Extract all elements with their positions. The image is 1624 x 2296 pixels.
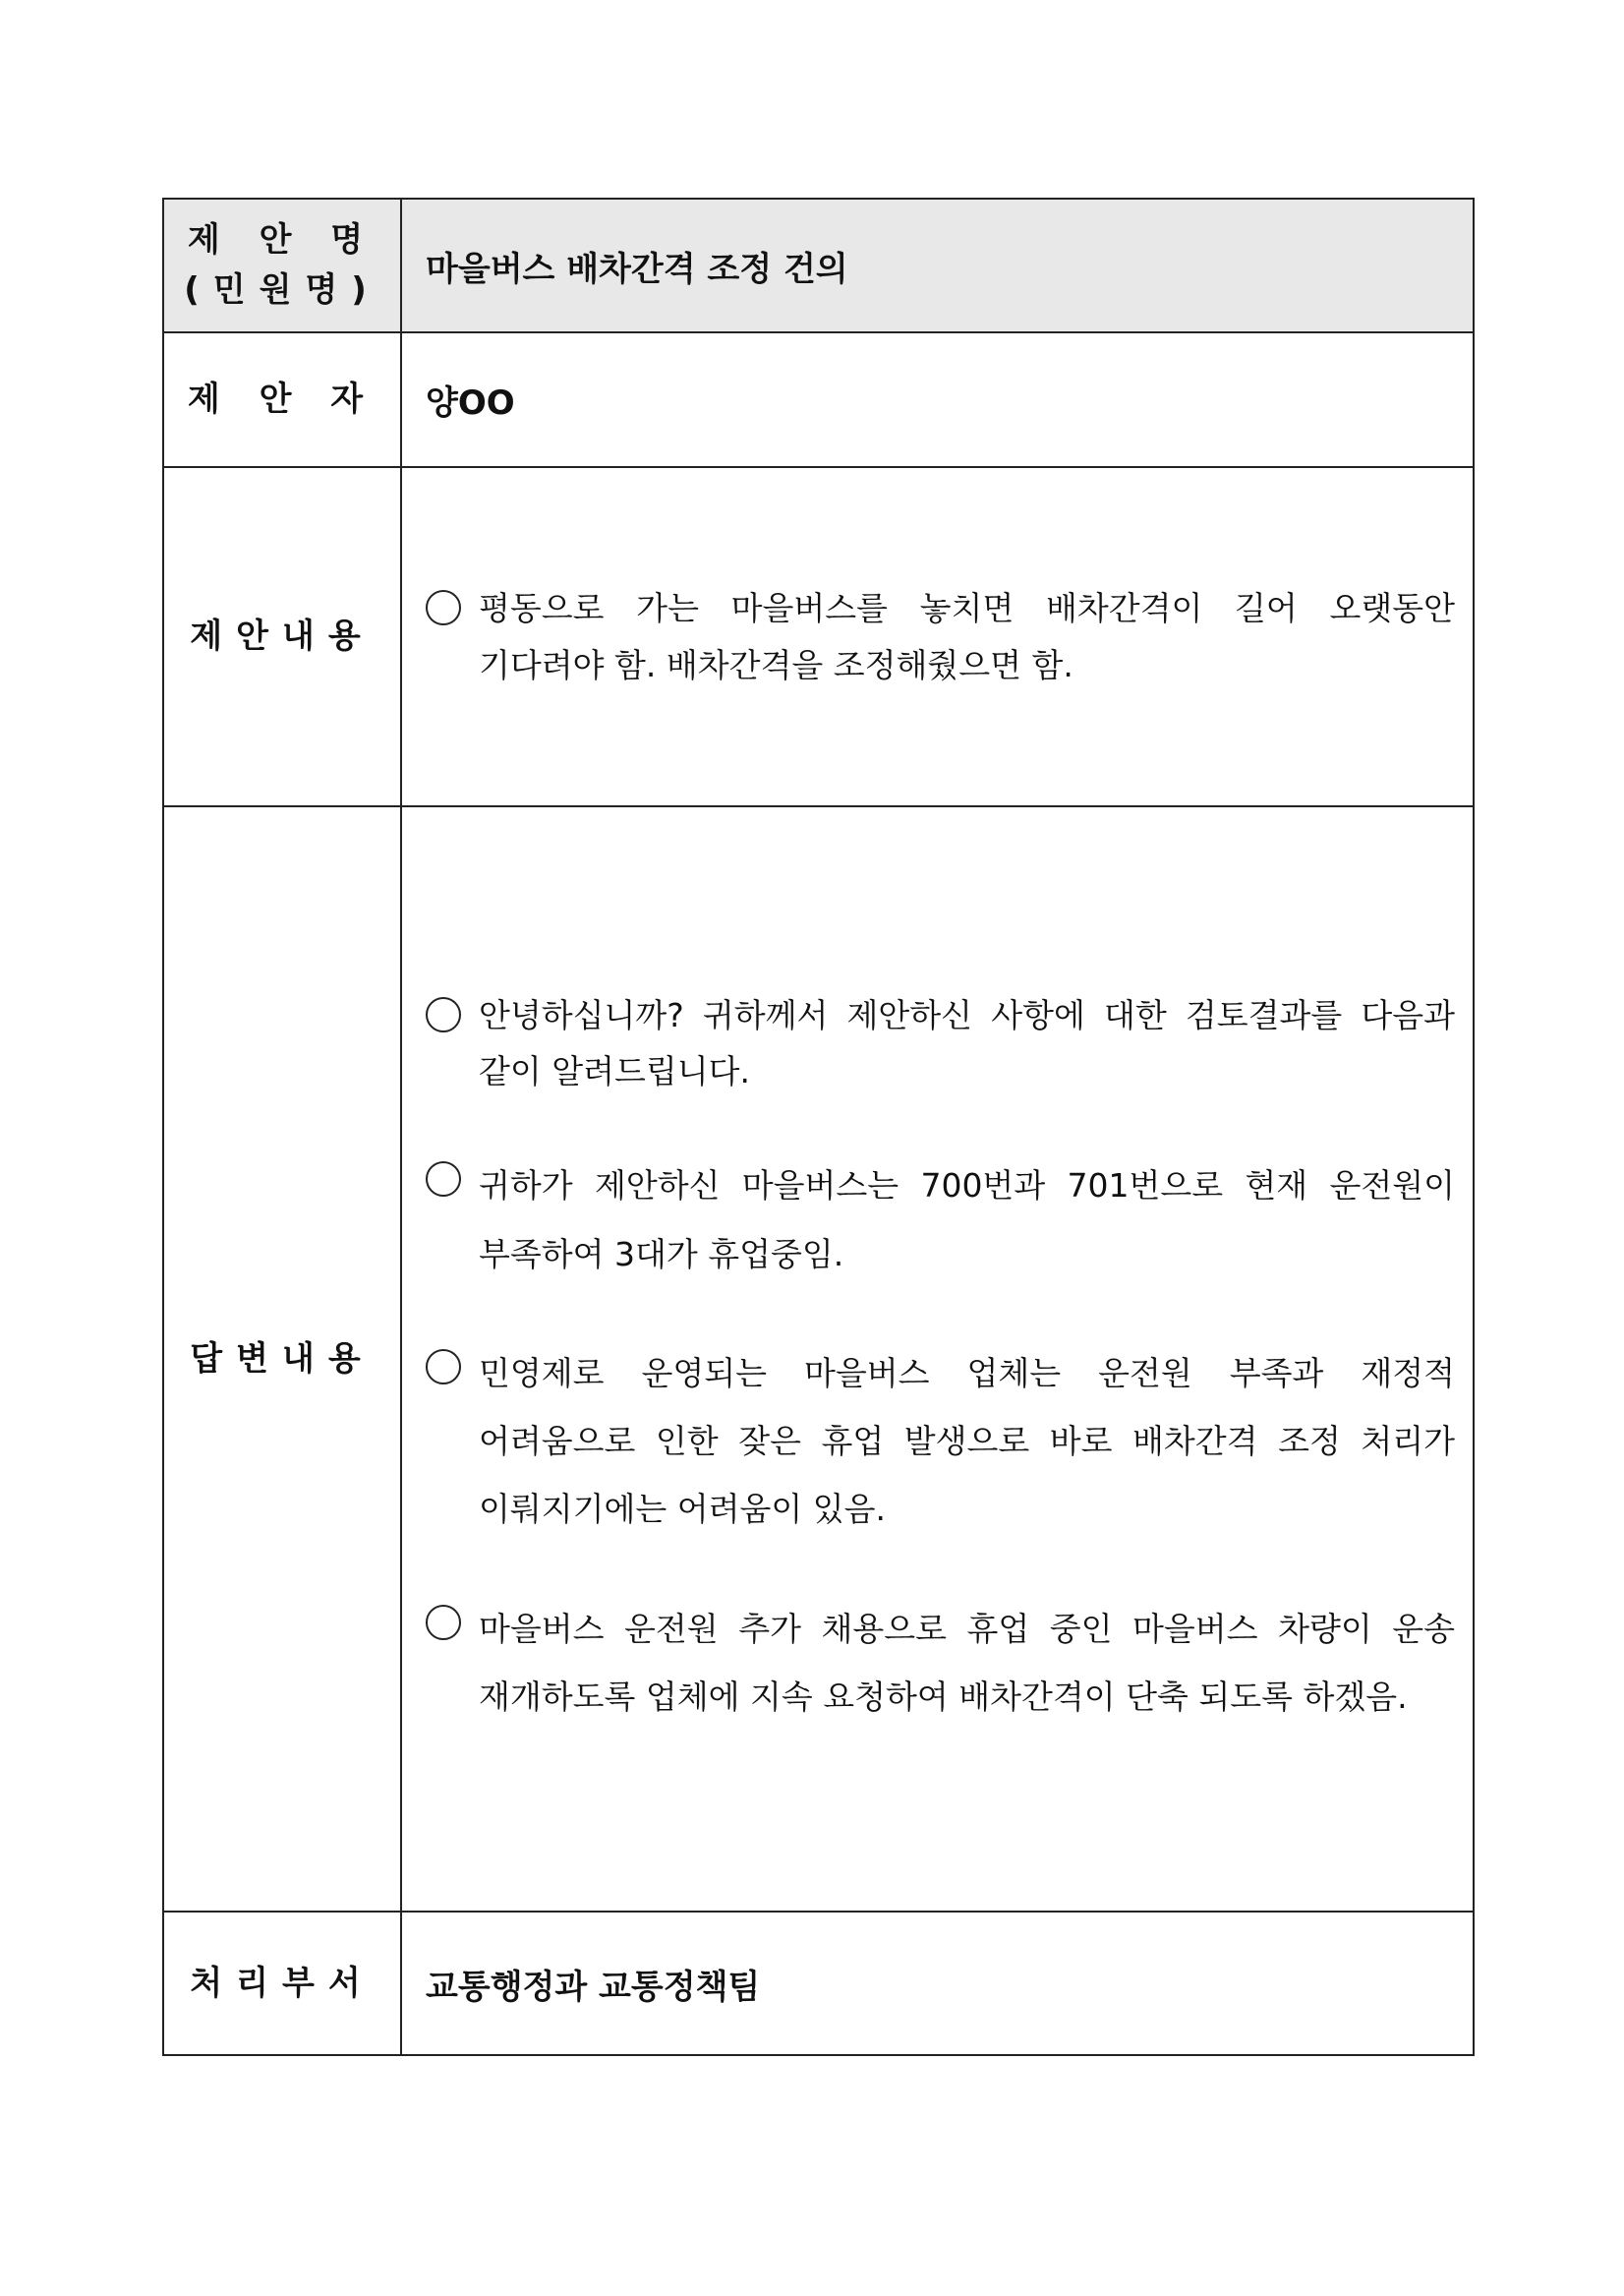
title-label-cell — [163, 199, 401, 332]
proposer-row — [163, 332, 1474, 467]
answer-list — [426, 987, 1455, 1732]
circle-bullet-icon — [426, 1605, 461, 1640]
content-row — [163, 467, 1474, 806]
title-label: 제 안 명 — [187, 220, 377, 260]
proposal-table — [162, 198, 1475, 2056]
title-value: 마을버스 배차간격 조정 건의 — [401, 199, 1474, 332]
answer-item-text: 귀하가 제안하신 마을버스는 700번과 701번으로 현재 운전원이 부족하여 3대가 휴업중임. — [479, 1166, 1455, 1273]
circle-bullet-icon — [426, 997, 461, 1032]
answer-item-text: 마을버스 운전원 추가 채용으로 휴업 중인 마을버스 차량이 운송 재개하도록 업체에 지속 요청하여 배차간격이 단축 되도록 하겠음. — [479, 1609, 1455, 1716]
answer-label: 답변내용 — [163, 806, 401, 1912]
proposer-label: 제 안 자 — [163, 332, 401, 467]
department-label: 처리부서 — [163, 1912, 401, 2055]
answer-item — [426, 1151, 1455, 1288]
department-value: 교통행정과 교통정책팀 — [401, 1912, 1474, 2055]
content-item — [426, 580, 1455, 694]
content-item-text: 평동으로 가는 마을버스를 놓치면 배차간격이 길어 오랫동안 기다려야 함. 배차간격을 조정해줬으면 함. — [479, 588, 1455, 684]
answer-item-text: 민영제로 운영되는 마을버스 업체는 운전원 부족과 재정적 어려움으로 인한 잦은 휴업 발생으로 바로 배차간격 조정 처리가 이뤄지기에는 어려움이 있음. — [479, 1353, 1455, 1529]
answer-item — [426, 1595, 1455, 1732]
circle-bullet-icon — [426, 1349, 461, 1384]
title-row — [163, 199, 1474, 332]
department-row — [163, 1912, 1474, 2055]
answer-item-text: 안녕하십니까? 귀하께서 제안하신 사항에 대한 검토결과를 다음과 같이 알려드립니다. — [479, 995, 1455, 1091]
answer-row — [163, 806, 1474, 1912]
answer-value-cell — [401, 806, 1474, 1912]
circle-bullet-icon — [426, 590, 461, 625]
content-label: 제안내용 — [163, 467, 401, 806]
proposer-value: 양OO — [401, 332, 1474, 467]
content-value-cell — [401, 467, 1474, 806]
answer-item — [426, 987, 1455, 1101]
title-sublabel: (민원명) — [184, 270, 380, 310]
answer-item — [426, 1339, 1455, 1544]
circle-bullet-icon — [426, 1161, 461, 1197]
